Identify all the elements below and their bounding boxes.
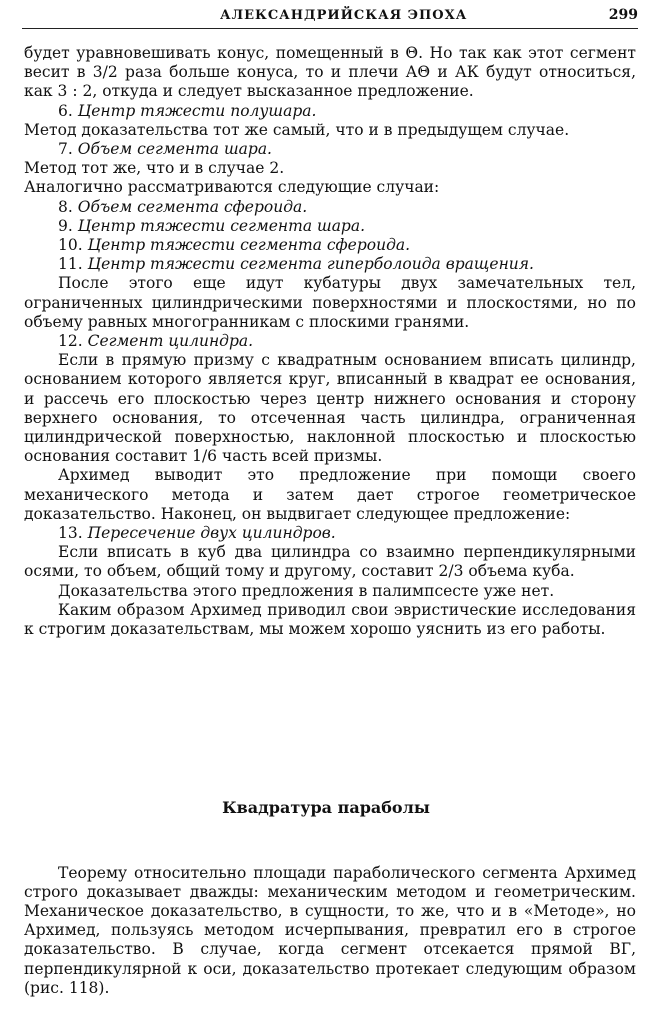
page-number: 299 <box>608 7 638 23</box>
item-title: Центр тяжести сегмента шара. <box>77 216 366 235</box>
item-title: Центр тяжести сегмента сфероида. <box>87 236 411 255</box>
item-number: 6. <box>58 101 73 120</box>
paragraph-item7: Метод тот же, что и в случае 2. <box>24 159 285 178</box>
paragraph-cubatures: После этого еще идут кубатуры двух замечательных тел, ограниченных цилиндрическими поверхностями и плоскостями, но по объему равных многогранникам с плоскими гранями. <box>24 274 636 331</box>
item-12 <box>24 332 636 351</box>
item-number: 13. <box>58 524 83 543</box>
paragraph-archimedes-method: Архимед выводит это предложение при помощи своего механического метода и затем дает строгое геометрическое доказательство. Наконец, он выдвигает следующее предложение: <box>24 466 636 523</box>
section-text <box>24 848 636 1013</box>
paragraph-item6: Метод доказательства тот же самый, что и в предыдущем случае. <box>24 120 570 139</box>
paragraph-theorem: Теорему относительно площади параболического сегмента Архимед строго доказывает дважды: механическим методом и геометрическим. Механическое доказательство, в сущности, то же, что и в «Методе», но Архимед, пользуясь методом исчерпывания, превратил его в строгое доказательство. В случае, когда сегмент отсекается прямой ВГ, перпендикулярной к оси, доказательство протекает следующим образом (рис. 118). <box>24 863 636 997</box>
item-10 <box>24 236 636 255</box>
running-title: АЛЕКСАНДРИЙСКАЯ ЭПОХА <box>220 8 468 23</box>
item-title: Сегмент цилиндра. <box>87 332 254 351</box>
item-number: 7. <box>58 140 73 159</box>
item-title: Центр тяжести сегмента гиперболоида вращения. <box>87 255 534 274</box>
item-title: Пересечение двух цилиндров. <box>87 524 336 543</box>
paragraph-palimpsest: Доказательства этого предложения в палимпсесте уже нет. <box>58 581 555 600</box>
item-title: Объем сегмента шара. <box>77 140 272 159</box>
paragraph-intro: будет уравновешивать конус, помещенный в Θ. Но так как этот сегмент весит в 3/2 раза больше конуса, то и плечи АΘ и АК будут относиться, как 3 : 2, откуда и следует высказанное предложение. <box>24 44 636 101</box>
item-number: 12. <box>58 332 83 351</box>
item-8 <box>24 198 636 217</box>
paragraph-heuristic: Каким образом Архимед приводил свои эвристические исследования к строгим доказательствам, мы можем хорошо уяснить из его работы. <box>24 600 636 639</box>
paragraph-prism: Если в прямую призму с квадратным основанием вписать цилиндр, основанием которого является круг, вписанный в квадрат ее основания, и рассечь его плоскостью через центр нижнего основания и сторону верхнего основания, то отсеченная часть цилиндра, ограниченная цилиндрической поверхностью, наклонной плоскостью и плоскостью основания составит 1/6 часть всей призмы. <box>24 351 636 466</box>
item-number: 8. <box>58 197 73 216</box>
main-text <box>24 44 636 639</box>
item-13 <box>24 524 636 543</box>
paragraph-analog: Аналогично рассматриваются следующие случаи: <box>24 178 440 197</box>
item-6 <box>24 102 636 121</box>
item-title: Центр тяжести полушара. <box>77 101 317 120</box>
item-number: 11. <box>58 255 83 274</box>
item-number: 9. <box>58 216 73 235</box>
item-7 <box>24 140 636 159</box>
section-heading: Квадратура параболы <box>222 798 430 817</box>
item-11 <box>24 255 636 274</box>
running-header <box>22 6 638 29</box>
item-title: Объем сегмента сфероида. <box>77 197 308 216</box>
item-9 <box>24 217 636 236</box>
paragraph-cube: Если вписать в куб два цилиндра со взаимно перпендикулярными осями, то объем, общий тому и другому, составит 2/3 объема куба. <box>24 543 636 581</box>
item-number: 10. <box>58 236 83 255</box>
